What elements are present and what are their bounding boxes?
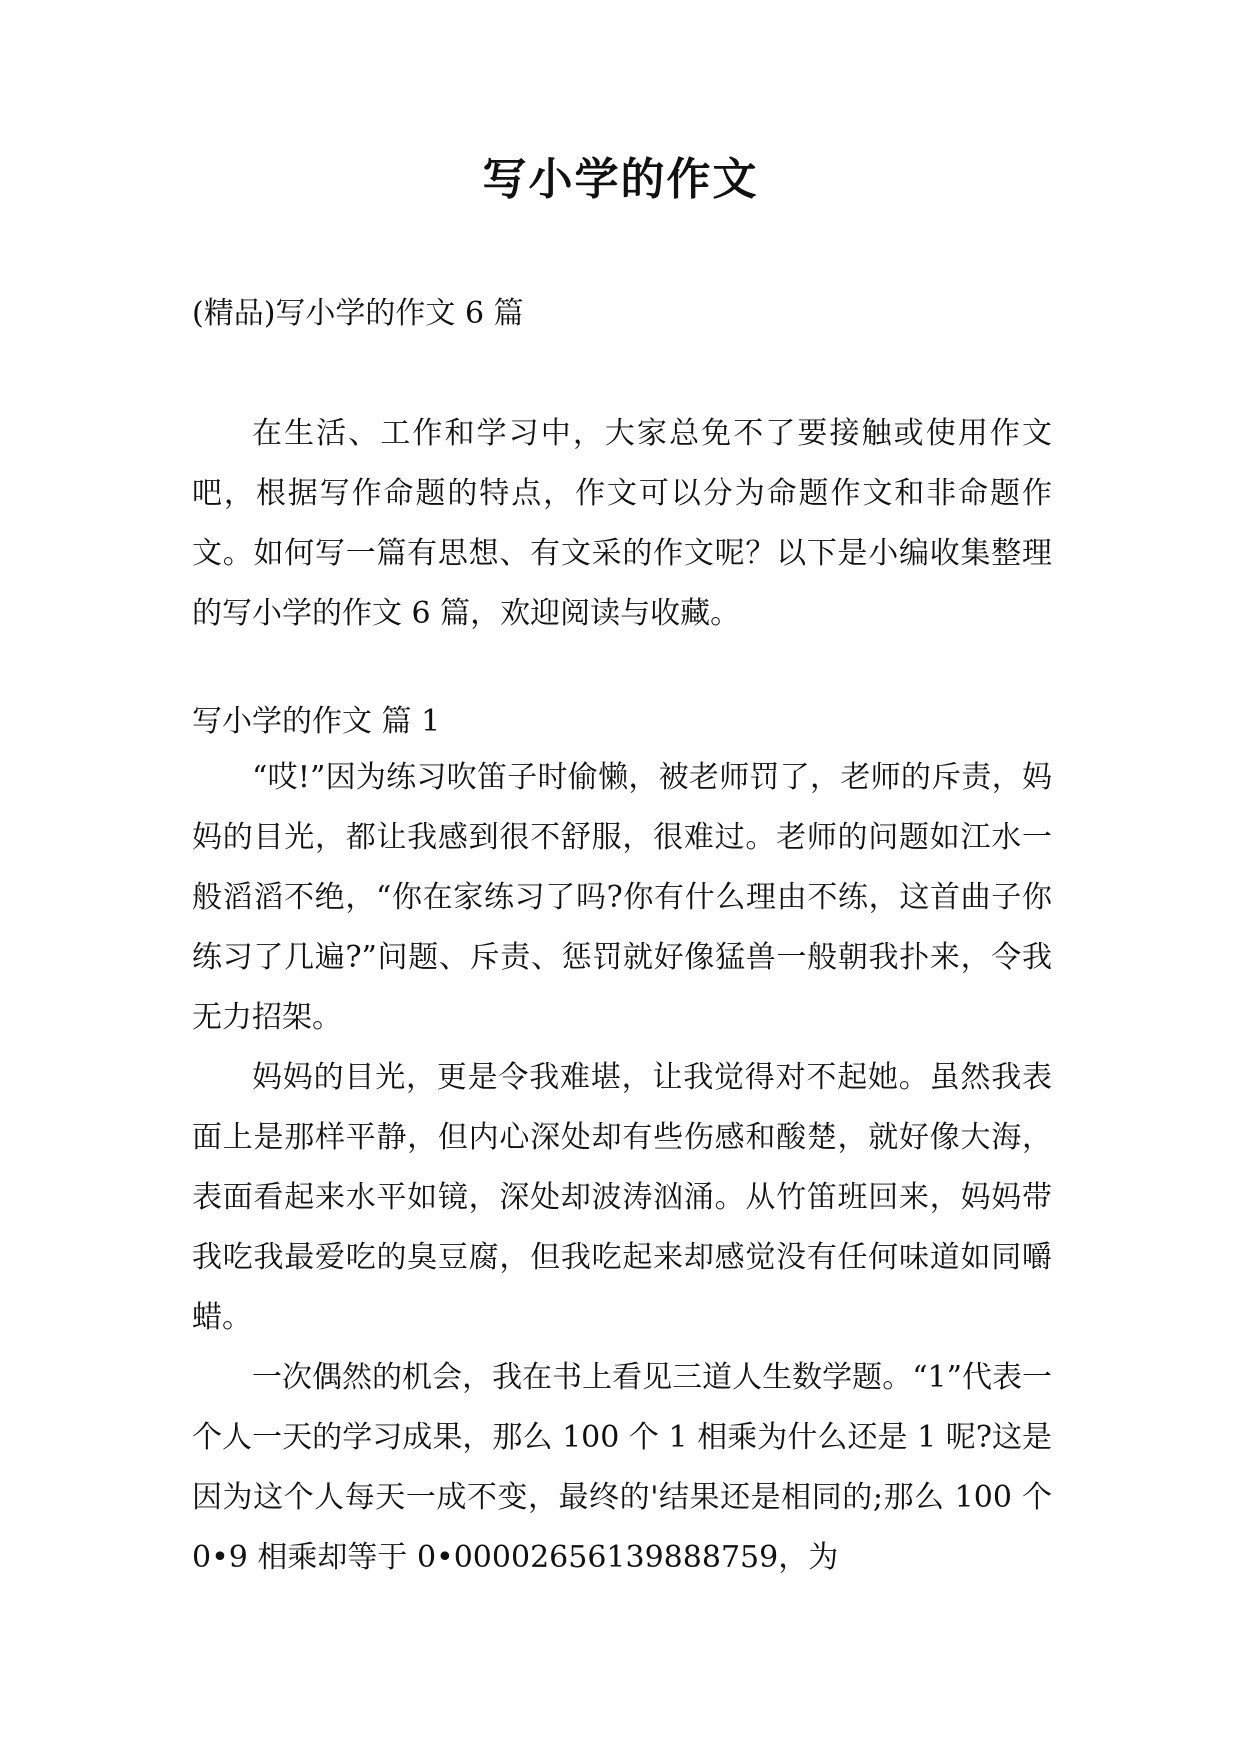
intro-section — [192, 404, 1052, 644]
intro-paragraph: 在生活、工作和学习中，大家总免不了要接触或使用作文吧，根据写作命题的特点，作文可以分为命题作文和非命题作文。如何写一篇有思想、有文采的作文呢？以下是小编收集整理的写小学的作文 6 篇，欢迎阅读与收藏。 — [192, 416, 1052, 631]
document-subtitle: (精品)写小学的作文 6 篇 — [192, 296, 524, 331]
essay-paragraph-2: 妈妈的目光，更是令我难堪，让我觉得对不起她。虽然我表面上是那样平静，但内心深处却有些伤感和酸楚，就好像大海，表面看起来水平如镜，深处却波涛汹涌。从竹笛班回来，妈妈带我吃我最爱吃的臭豆腐，但我吃起来却感觉没有任何味道如同嚼蜡。 — [192, 1060, 1052, 1335]
essay-paragraph-3: 一次偶然的机会，我在书上看见三道人生数学题。“1”代表一个人一天的学习成果，那么 100 个 1 相乘为什么还是 1 呢?这是因为这个人每天一成不变，最终的'结果还是相同的;那么 100 个 0•9 相乘却等于 0•00002656139888759，为 — [192, 1360, 1052, 1575]
document-title: 写小学的作文 — [482, 154, 759, 205]
essay-paragraph-1: “哎!”因为练习吹笛子时偷懒，被老师罚了，老师的斥责，妈妈的目光，都让我感到很不舒服，很难过。老师的问题如江水一般滔滔不绝，“你在家练习了吗?你有什么理由不练，这首曲子你练习了几遍?”问题、斥责、惩罚就好像猛兽一般朝我扑来，令我无力招架。 — [192, 760, 1052, 1035]
essay-body — [192, 748, 1052, 1588]
section-heading: 写小学的作文 篇 1 — [192, 704, 441, 739]
